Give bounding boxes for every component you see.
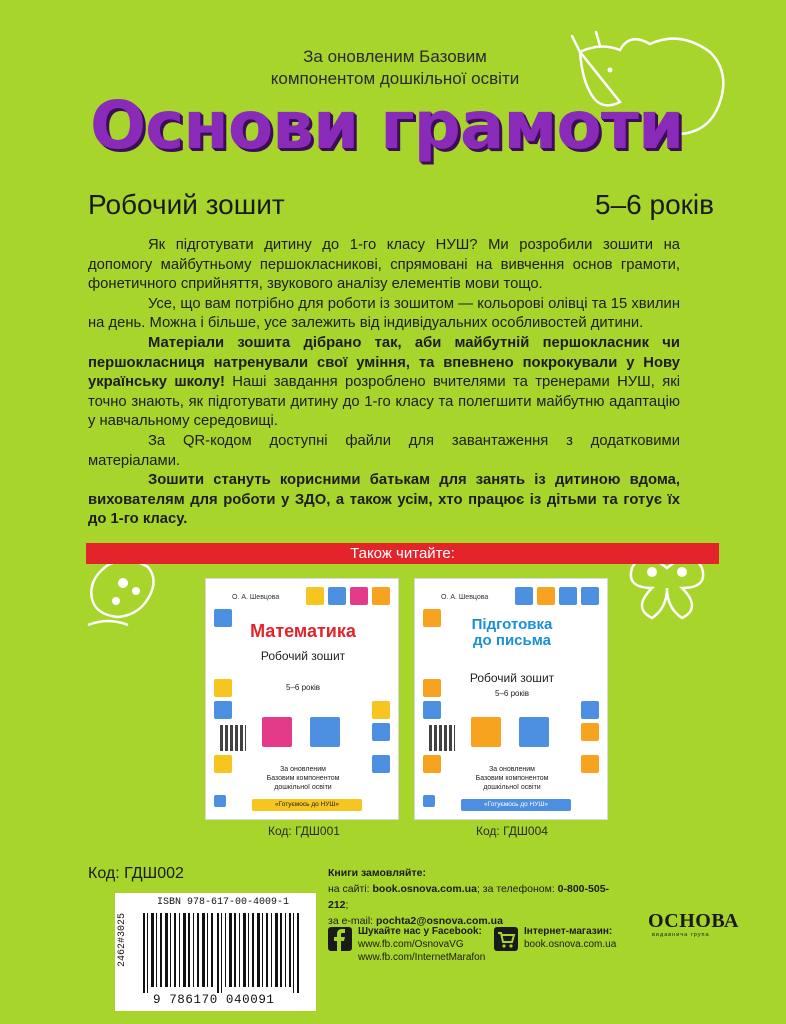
age-range: 5–6 років: [595, 189, 714, 220]
description-paragraph: Зошити стануть корисними батькам для занять із дитиною вдома, вихователям для роботи у ЗДО, а також усім, хто працює із дітьми та готує їх до 1-го класу.: [88, 472, 680, 528]
tile: [262, 717, 292, 747]
book-series: «Готуємось до НУШ»: [252, 799, 362, 811]
book-cover-writing[interactable]: [414, 578, 608, 820]
qr-code-icon: [220, 725, 246, 751]
tile: [581, 755, 599, 773]
tile: [423, 795, 435, 807]
barcode-side-number: 2462#3025: [117, 913, 128, 968]
tile: [310, 717, 340, 747]
book-subtitle: Робочий зошит: [469, 671, 555, 685]
qr-code-icon: [429, 725, 455, 751]
tile: [423, 701, 441, 719]
book-ages: 5–6 років: [495, 689, 529, 698]
book-series: «Готуємось до НУШ»: [461, 799, 571, 811]
tile: [423, 755, 441, 773]
page-title: Основи грамоти: [90, 87, 684, 164]
tile: [471, 717, 501, 747]
book-code: Код: ГДШ001: [268, 824, 340, 838]
tile: [306, 587, 324, 605]
tile: [581, 723, 599, 741]
description-paragraph: Як підготувати дитину до 1-го класу НУШ? Ми розробили зошити на допомогу майбутньому першокласникові, спрямовані на вивчення основ грамоти, фонетичного сприйняття, звукового аналізу елементів мови тощо.: [88, 237, 680, 293]
facebook-icon: [328, 927, 352, 951]
description-paragraph: Усе, що вам потрібно для роботи із зошитом — кольорові олівці та 15 хвилин на день. Можна і більше, усе залежить від індивідуальних особливостей дитини.: [88, 295, 680, 332]
tile: [581, 587, 599, 605]
description-paragraph: За QR-кодом доступні файли для завантаження з додатковими матеріалами.: [88, 432, 680, 469]
read-also-banner: Також читайте:: [86, 543, 719, 564]
book-cover-math[interactable]: [205, 578, 399, 820]
tile: [581, 701, 599, 719]
isbn: ISBN 978-617-00-4009-1: [157, 897, 290, 908]
order-email-link[interactable]: pochta2@osnova.com.ua: [376, 915, 503, 927]
description: [88, 236, 680, 530]
shop-heading: Інтернет-магазин:: [524, 926, 613, 937]
tile: [328, 587, 346, 605]
book-title: Підготовка до письма: [471, 616, 553, 649]
barcode-number: 9 786170 040091: [153, 993, 275, 1007]
order-heading: Книги замовляйте:: [328, 867, 426, 879]
tile: [214, 795, 226, 807]
dog-illustration: [78, 555, 178, 635]
tile: [372, 755, 390, 773]
tile: [372, 723, 390, 741]
shopping-cart-icon: [494, 927, 518, 951]
book-code: Код: ГДШ004: [476, 824, 548, 838]
barcode: [115, 893, 316, 1011]
order-phone-prefix: ; за телефоном:: [476, 883, 558, 895]
book-update: За оновленим Базовим компонентом дошкільної освіти: [266, 766, 340, 791]
order-site-link[interactable]: book.osnova.com.ua: [372, 883, 477, 895]
description-bold: Матеріали зошита дібрано так, аби майбутній першокласник чи першокласниця натренували свої уміння, та впевнено покрокували у Нову українську школу!: [88, 334, 680, 391]
tile: [537, 587, 555, 605]
publisher-tagline: видавнича група: [652, 932, 710, 938]
book-subtitle: Робочий зошит: [260, 649, 346, 663]
shop-link[interactable]: book.osnova.com.ua: [524, 939, 617, 950]
tile: [372, 587, 390, 605]
order-email-prefix: за e-mail:: [328, 915, 376, 927]
tile: [519, 717, 549, 747]
tile: [214, 701, 232, 719]
book-title: Математика: [250, 621, 356, 641]
tile: [214, 755, 232, 773]
tile: [372, 701, 390, 719]
workbook-label: Робочий зошит: [88, 189, 285, 220]
facebook-link[interactable]: www.fb.com/OsnovaVG: [358, 939, 464, 950]
tile: [559, 587, 577, 605]
publisher-logo: ОСНОВА: [648, 910, 739, 932]
book-update: За оновленим Базовим компонентом дошкільної освіти: [475, 766, 549, 791]
product-code: Код: ГДШ002: [88, 865, 184, 882]
order-info: Книги замовляйте: на сайті: book.osnova.com.ua; за телефоном: 0-800-505-212; за e-mail: pochta2@osnova.com.ua: [328, 867, 610, 927]
book-author: О. А. Шевцова: [232, 594, 280, 601]
description-text: Наші завдання розроблено вчителями та тренерами НУШ, які точно знають, як підготувати дитину до 1-го класу та полегшити майбутню адаптацію у навчальному середовищі.: [88, 374, 680, 430]
tagline: За оновленим Базовим компонентом дошкільної освіти: [270, 47, 520, 88]
order-site-prefix: на сайті:: [328, 883, 373, 895]
order-phone: 0-800-505-212: [328, 883, 610, 911]
description-paragraph: [88, 334, 680, 432]
facebook-heading: Шукайте нас у Facebook:: [358, 926, 482, 937]
barcode-bars: [143, 913, 309, 993]
facebook-link[interactable]: www.fb.com/InternetMarafon: [358, 952, 486, 963]
tile: [515, 587, 533, 605]
book-author: О. А. Шевцова: [441, 594, 489, 601]
tile: [350, 587, 368, 605]
book-ages: 5–6 років: [286, 683, 320, 692]
